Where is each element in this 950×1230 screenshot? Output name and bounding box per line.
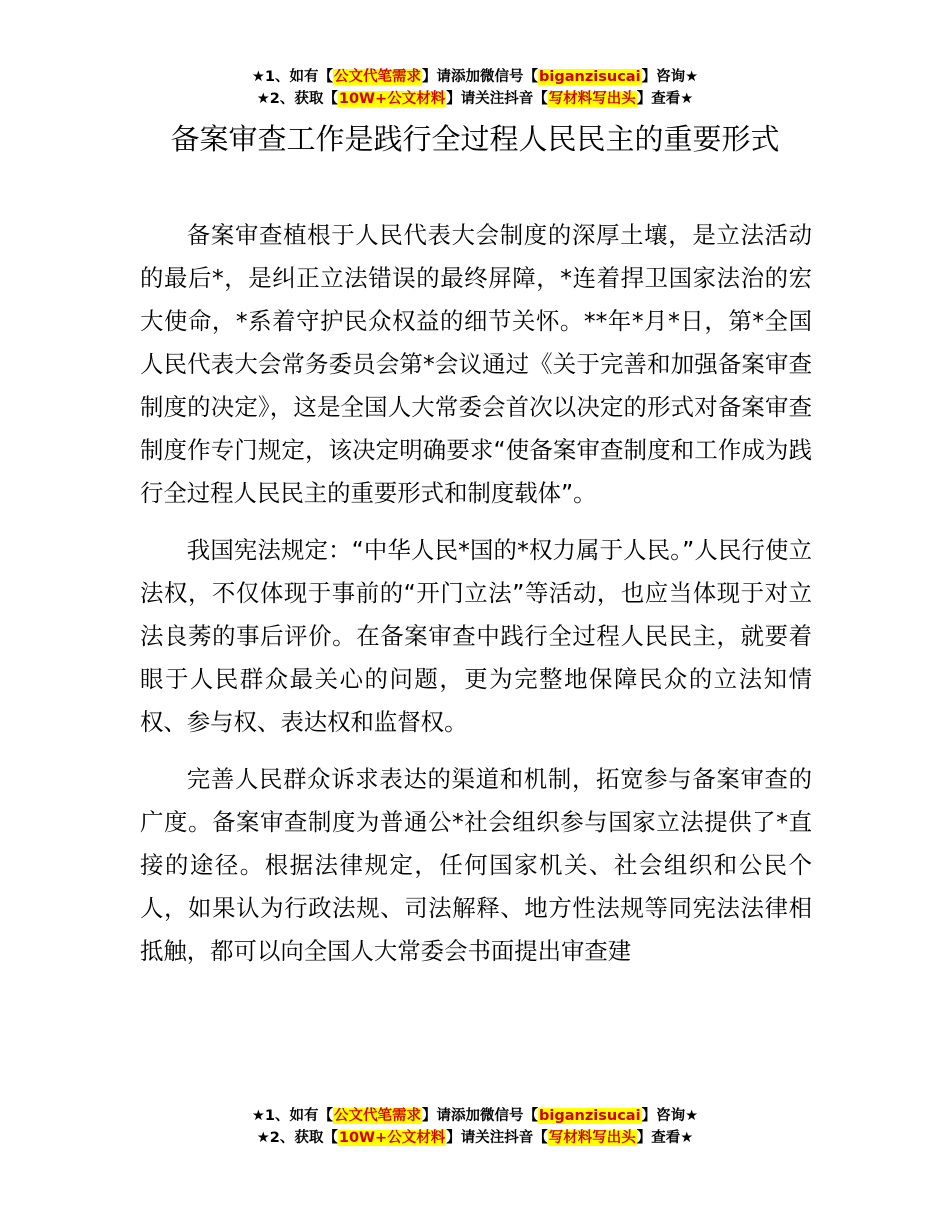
document-body — [140, 214, 812, 987]
highlight-douyin: 写材料写出头 — [548, 91, 636, 107]
banner-text: ★1、如有【 — [251, 69, 334, 85]
paragraph: 我国宪法规定：“中华人民*国的*权力属于人民。”人民行使立法权，不仅体现于事前的“开门立法”等活动，也应当体现于对立法良莠的事后评价。在备案审查中践行全过程人民民主，就要着眼于人民群众最关心的问题，更为完整地保障民众的立法知情权、参与权、表达权和监督权。 — [140, 536, 812, 736]
highlight-service: 公文代笔需求 — [334, 1108, 422, 1124]
banner-line-1 — [0, 66, 950, 88]
highlight-wechat-id: biganzisucai — [539, 1108, 641, 1124]
highlight-wechat-id: biganzisucai — [539, 69, 641, 85]
banner-text: 】请关注抖音【 — [446, 91, 548, 107]
banner-text: ★2、获取【 — [256, 91, 338, 107]
banner-text: 】咨询★ — [641, 69, 699, 85]
banner-text: 】请添加微信号【 — [422, 1108, 539, 1124]
banner-text: 】请关注抖音【 — [446, 1130, 548, 1146]
banner-text: ★1、如有【 — [251, 1108, 334, 1124]
banner-text: ★2、获取【 — [256, 1130, 338, 1146]
banner-line-1 — [0, 1105, 950, 1127]
banner-text: 】查看★ — [636, 91, 694, 107]
banner-text: 】咨询★ — [641, 1108, 699, 1124]
highlight-materials: 10W+公文材料 — [338, 91, 446, 107]
document-title: 备案审查工作是践行全过程人民民主的重要形式 — [170, 122, 780, 156]
footer-banner — [0, 1105, 950, 1149]
banner-text: 】查看★ — [636, 1130, 694, 1146]
highlight-service: 公文代笔需求 — [334, 69, 422, 85]
banner-line-2 — [0, 1127, 950, 1149]
banner-text: 】请添加微信号【 — [422, 69, 539, 85]
banner-line-2 — [0, 88, 950, 110]
paragraph: 完善人民群众诉求表达的渠道和机制，拓宽参与备案审查的广度。备案审查制度为普通公*社会组织参与国家立法提供了*直接的途径。根据法律规定，任何国家机关、社会组织和公民个人，如果认为行政法规、司法解释、地方性法规等同宪法法律相抵触，都可以向全国人大常委会书面提出审查建 — [140, 765, 812, 965]
header-banner — [0, 66, 950, 110]
highlight-douyin: 写材料写出头 — [548, 1130, 636, 1146]
highlight-materials: 10W+公文材料 — [338, 1130, 446, 1146]
paragraph: 备案审查植根于人民代表大会制度的深厚土壤，是立法活动的最后*，是纠正立法错误的最终屏障，*连着捍卫国家法治的宏大使命，*系着守护民众权益的细节关怀。**年*月*日，第*全国人民代表大会常务委员会第*会议通过《关于完善和加强备案审查制度的决定》，这是全国人大常委会首次以决定的形式对备案审查制度作专门规定，该决定明确要求“使备案审查制度和工作成为践行全过程人民民主的重要形式和制度载体”。 — [140, 221, 812, 507]
